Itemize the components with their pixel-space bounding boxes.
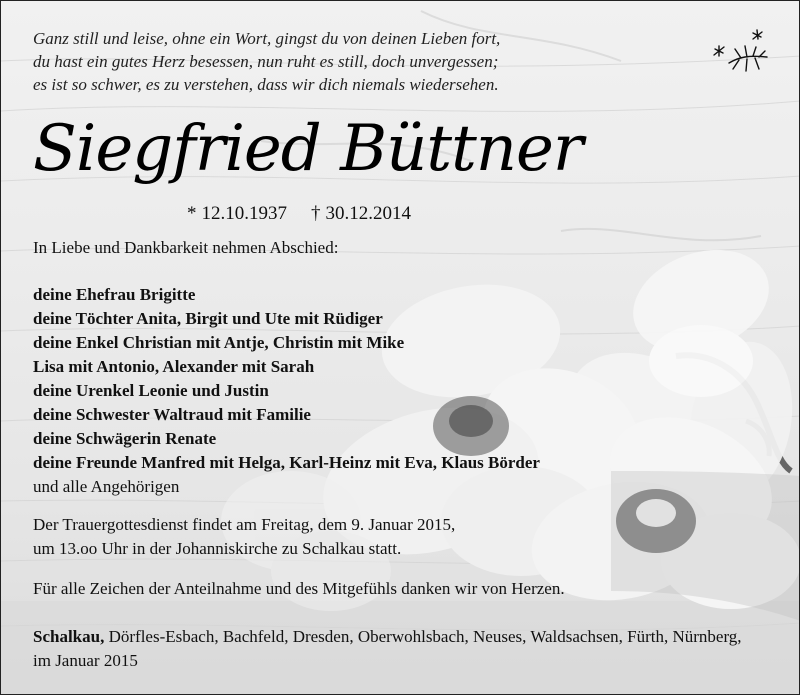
family-line: deine Ehefrau Brigitte <box>33 285 196 304</box>
family-list <box>33 283 540 499</box>
birth-symbol: * <box>187 203 197 224</box>
poem <box>33 27 500 96</box>
family-line: deine Schwester Waltraud mit Familie <box>33 405 311 424</box>
service-line: um 13.oo Uhr in der Johanniskirche zu Schalkau statt. <box>33 539 402 558</box>
deceased-name: Siegfried Büttner <box>33 112 583 186</box>
intro-text: In Liebe und Dankbarkeit nehmen Abschied: <box>33 238 339 257</box>
death-symbol: † <box>311 203 321 224</box>
family-line: deine Schwägerin Renate <box>33 429 217 448</box>
family-line: Lisa mit Antonio, Alexander mit Sarah <box>33 357 315 376</box>
other-places: Dörfles-Esbach, Bachfeld, Dresden, Oberwohlsbach, Neuses, Waldsachsen, Fürth, Nürnberg, <box>104 627 742 646</box>
service-info <box>33 513 455 561</box>
places-info <box>33 625 742 673</box>
relatives-line: und alle Angehörigen <box>33 477 180 496</box>
family-line: deine Töchter Anita, Birgit und Ute mit Rüdiger <box>33 309 383 328</box>
family-line: deine Enkel Christian mit Antje, Christin mit Mike <box>33 333 405 352</box>
family-line: deine Freunde Manfred mit Helga, Karl-Heinz mit Eva, Klaus Börder <box>33 453 540 472</box>
poem-line: Ganz still und leise, ohne ein Wort, gingst du von deinen Lieben fort, <box>33 29 501 48</box>
family-line: deine Urenkel Leonie und Justin <box>33 381 269 400</box>
poem-line: du hast ein gutes Herz besessen, nun ruht es still, doch unvergessen; <box>33 52 499 71</box>
service-line: Der Trauergottesdienst findet am Freitag, dem 9. Januar 2015, <box>33 515 456 534</box>
home-town: Schalkau, <box>33 627 105 646</box>
life-dates <box>187 203 411 225</box>
flower-sprig-icon <box>709 27 771 75</box>
poem-line: es ist so schwer, es zu verstehen, dass wir dich niemals wiedersehen. <box>33 75 499 94</box>
date-line: im Januar 2015 <box>33 651 138 670</box>
death-date: 30.12.2014 <box>325 203 411 224</box>
birth-date: 12.10.1937 <box>201 203 287 224</box>
thanks-text: Für alle Zeichen der Anteilnahme und des Mitgefühls danken wir von Herzen. <box>33 579 565 598</box>
